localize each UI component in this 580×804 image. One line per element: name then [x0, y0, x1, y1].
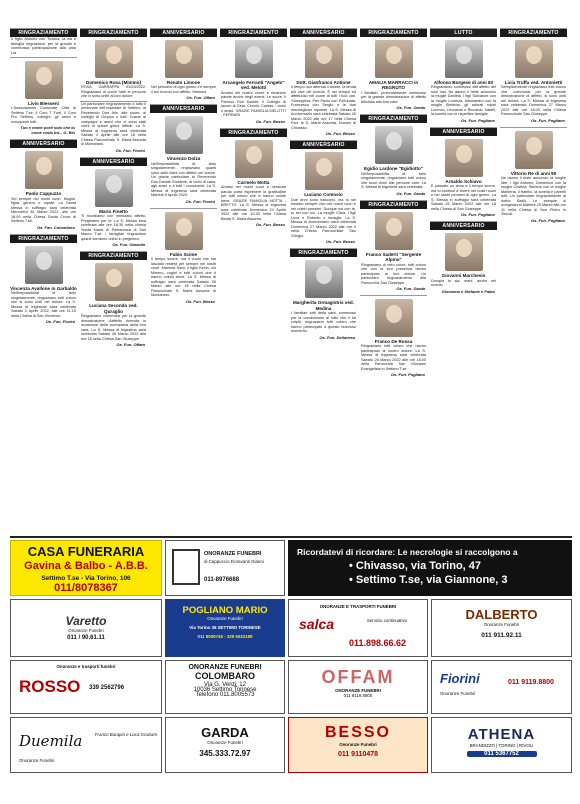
- ad-offam-title: OFFAM: [321, 667, 395, 687]
- ad-casa-title: CASA FUNERARIA: [27, 544, 145, 559]
- notice-header: ANNIVERSARIO: [150, 105, 217, 113]
- obituary-notice: [10, 139, 77, 231]
- obituary-notice: [10, 28, 77, 55]
- obituary-notice: [430, 127, 497, 219]
- notice-text: Due anni sono trascorsi, ma tu sei rimasto sempre vivo nei nostri cuori e nei nostri pensieri. Dunque noi con te, tu sei con noi. La moglie Clara, i figli Luca e Roberto e famiglie. La S. Messa di Anniversario sarà celebrata Domenica 27 Marzo 2022 alle ore 9 nella Chiesa Parrocchiale San Giorgio.: [291, 197, 356, 238]
- notice-text: È passato un anno e il tempo scorre, ma tu continui a vivere nei nostri cuori e nei nostri pensieri di ogni giorno. La S. Messa in suffragio sarà celebrata Sabato 26 Marzo 2022 alle ore 18 nella Chiesa di San Giuseppe.: [431, 184, 496, 211]
- deceased-name: Luciano Comosio: [304, 192, 343, 198]
- portrait-photo: [235, 140, 273, 178]
- obituary-notice: [360, 200, 427, 293]
- portrait-photo: [515, 40, 553, 78]
- deceased-name: Franco De Rossa: [374, 339, 413, 345]
- obituary-columns: [10, 28, 572, 535]
- ad-offam-line: ONORANZE FUNEBRI: [335, 688, 381, 693]
- ad-onoranze-lutti[interactable]: [165, 540, 285, 596]
- deceased-name: Domenico Rosa (Mimmo): [85, 80, 142, 85]
- funeral-home-signature: Os. Fun. Besso: [325, 239, 355, 245]
- notice-text: ROSA GARRAPPA 01/03/2022. Ringraziano di cuore tutte le persone che ci sono unite al loro dolore: [81, 85, 146, 99]
- ad-lutti-logo-icon: [172, 549, 200, 585]
- deceased-name: Paolo Cappuzzo: [25, 191, 62, 197]
- funeral-home-signature: Os. Fun. Garda: [396, 105, 425, 111]
- ad-garda-line: Onoranze Funebri: [207, 740, 243, 745]
- deceased-name: Renato Limone: [166, 80, 201, 85]
- ad-duemila[interactable]: [10, 717, 162, 773]
- portrait-photo: [515, 131, 553, 169]
- obituary-notice: [150, 208, 217, 306]
- obituary-notice: [10, 57, 77, 137]
- funeral-home-signature: Os. Fun. Fiorini: [115, 147, 145, 153]
- portrait-photo: [445, 233, 483, 271]
- portrait-photo: [375, 40, 413, 78]
- ad-duemila-title: Duemila: [19, 732, 83, 750]
- obituary-column: [360, 28, 427, 535]
- deceased-name: Arcangelo Ferranti "Angelo" ved. Melotti: [222, 80, 285, 91]
- ad-pogliano[interactable]: [165, 599, 285, 657]
- obituary-notice: [150, 104, 217, 205]
- deceased-name: Arnaldo Schiavo: [445, 178, 482, 184]
- deceased-name: Vincenza Avallone in Garbaldo: [10, 285, 77, 291]
- ad-salca[interactable]: [288, 599, 428, 657]
- obituary-notice: [290, 28, 357, 138]
- ad-salca-line: Servizio continuativo: [366, 618, 408, 623]
- obituary-page: [10, 28, 572, 798]
- portrait-photo: [25, 61, 63, 99]
- ad-varetto[interactable]: [10, 599, 162, 657]
- obituary-notice: [80, 251, 147, 349]
- ad-garda-phone: 345.333.72.97: [199, 749, 251, 759]
- portrait-photo: [165, 212, 203, 250]
- deceased-name: Vincenzo Dolza: [166, 156, 201, 162]
- ad-ricordatevi-line2: • Chivasso, via Torino, 47: [349, 560, 482, 572]
- portrait-photo: [445, 139, 483, 177]
- obituary-notice: [80, 157, 147, 249]
- notice-header: RINGRAZIAMENTO: [10, 235, 77, 243]
- funeral-home-signature: Os. Fun. Fiorini: [45, 319, 75, 325]
- ad-garda[interactable]: [165, 717, 285, 773]
- deceased-name: Giovanni Marchesin: [441, 273, 486, 279]
- obituary-column: [10, 28, 77, 535]
- portrait-photo: [305, 260, 343, 298]
- ad-pogliano-phone: 011 8009746 - 339 6532189: [197, 634, 253, 640]
- notice-text: Nel pensiero di ogni giorno c'è sempre il tuo ricordo con affetto. Mamma: [151, 85, 216, 94]
- obituary-notice: [360, 114, 427, 197]
- obituary-notice: [10, 234, 77, 326]
- ad-salca-phone: 011.898.66.62: [349, 638, 407, 648]
- deceased-name: Egidio Lardone "Egidiotto": [364, 166, 423, 172]
- notice-text: Ringraziano commossi per la grande dimostrazione d'affetto ricevuta in occasione della scomparsa della loro cara. La S. Messa di trigesima sarà celebrata Sabato 26 Marzo 2022 alle ore 18 nella Chiesa San Giuseppe.: [81, 314, 146, 341]
- ad-fiorini-line: Onoranze Funebri: [440, 691, 476, 696]
- obituary-notice: [430, 28, 497, 125]
- notice-text: Dunque tu sia, mani, anche nel ricordo.: [431, 278, 496, 288]
- portrait-photo: [95, 169, 133, 207]
- ad-rosso-title: ROSSO: [19, 677, 81, 696]
- notice-text: I familiari, profondamente commossi per la grande dimostrazione di affetto tributata alla loro cara: [361, 90, 426, 104]
- deceased-name: Mario Finetto: [99, 208, 128, 214]
- portrait-photo: [165, 40, 203, 78]
- notice-header: RINGRAZIAMENTO: [360, 201, 427, 209]
- funeral-home-signature: Os. Fan. Colombero: [36, 224, 75, 230]
- deceased-name: Luciana Secondo ved. Quraglio: [89, 303, 138, 314]
- notice-header: RINGRAZIAMENTO: [220, 29, 287, 37]
- notice-text: Ringraziano di vero cuore, tutti coloro che con la loro presenza hanno partecipato al loro dolore. Un particolare ringraziamento alla Parrocchia San Giuseppe.: [361, 262, 426, 285]
- funeral-home-signature: Os. Fun. Pogliano: [461, 117, 495, 123]
- ad-fiorini[interactable]: [431, 660, 572, 714]
- deceased-name: Licia Truffa ved. Antonietti: [504, 80, 563, 85]
- funeral-home-signature: Os. Fun. Besso: [255, 222, 285, 228]
- notice-header: RINGRAZIAMENTO: [500, 29, 567, 37]
- notice-text: Ringraziamo commossi dell'affetto dei suoi cari. Ne danno il triste annuncio la moglie Daniela, i figli Salvatore con la moglie Lorenza, Alessandro con la moglie Stefania, gli adorati nipoti Lorenzo, Leonardo e Riccardo, fratelli, la sorella con le rispettive famiglie.: [431, 85, 496, 117]
- funeral-home-signature: Os. Fun. Pogliano: [461, 212, 495, 218]
- funeral-home-signature: Os. Fun. Offam: [116, 342, 145, 348]
- ad-lutti-line: di Cappuccio Fioravanti Gianni: [204, 559, 264, 564]
- ad-colombaro[interactable]: [165, 660, 285, 714]
- portrait-photo: [165, 116, 203, 154]
- portrait-photo: [95, 40, 133, 78]
- ad-casa-funeraria[interactable]: [10, 540, 162, 596]
- notice-text: Il figlio Antonio con Tiziana, la zia e famiglia ringraziano, per la grande e commossa partecipazione alla cara Lia: [11, 37, 76, 55]
- ad-pogliano-line2: Via Torino 36 SETTIMO TORINESE: [189, 625, 261, 631]
- funeral-home-signature: Os. Fun. Besso: [325, 131, 355, 137]
- notice-text: Ne danno il triste annuncio la moglie Idle, i figli Antonio, Domenico con la moglie Cristina, Stefano con la moglie Marilena, il fratello, la sorella e parenti tutti. Un particolare ringraziamento al dottor Baldi. Le esequie si svolgeranno Martedì 29 Marzo alle ore 11 nella Chiesa di San Pietro in Vincoli.: [501, 176, 567, 217]
- ad-colombaro-addr: Via G. Verdi, 12: [204, 682, 246, 688]
- obituary-column: [430, 28, 497, 535]
- notice-text: Nell'impossibilità di farlo singolarmente, ringraziano tutti coloro che sono vicini alle persone care. La S. Messa di trigesima sarà celebrata.: [361, 171, 426, 190]
- ad-pogliano-title: POGLIANO MARIO: [182, 605, 268, 616]
- ad-athena[interactable]: [431, 717, 572, 773]
- obituary-notice: [80, 101, 147, 155]
- deceased-name: AMALIA MARRACCI in REGRUTO: [368, 80, 419, 91]
- obituary-notice: [500, 127, 567, 225]
- obituary-column: [150, 28, 217, 535]
- ad-offam[interactable]: [288, 660, 428, 714]
- notice-header: ANNIVERSARIO: [430, 128, 497, 136]
- funeral-home-signature: Tuo e nome porti solo che tu come rosta tra... G. Bel: [20, 125, 75, 136]
- notice-header: RINGRAZIAMENTO: [80, 252, 147, 260]
- ad-athena-line: BRANDIZZO | TORINO | RIVOLI: [469, 743, 534, 748]
- ad-athena-phone: 011 5367752: [467, 751, 537, 757]
- ad-salca-brand: salca: [299, 616, 335, 632]
- notice-header: ANNIVERSARIO: [290, 141, 357, 149]
- notice-header: RINGRAZIAMENTO: [10, 29, 77, 37]
- ad-ricordatevi: [288, 540, 572, 596]
- funeral-home-signature: Os. Fun. Pogliano: [531, 117, 565, 123]
- deceased-name: Alfonso Borgese di anni 83: [433, 80, 494, 85]
- deceased-name: Franco Saderti "Sergente Alpino": [365, 251, 422, 263]
- notice-header: RINGRAZIAMENTO: [290, 249, 357, 257]
- ad-casa-phone: 011/8078367: [54, 582, 118, 594]
- notice-header: RINGRAZIAMENTO: [360, 115, 427, 123]
- notice-text: L'Associazione Comunale Città di Settimo T.se, il Coro T Forti, il Coro Pro Settimo, colleghi, gli amici e conoscenti tutti: [11, 106, 76, 124]
- notice-header: RINGRAZIAMENTO: [80, 29, 147, 37]
- ad-colombaro-phone: Telefono 011.8005573: [195, 692, 255, 699]
- ad-besso-title: BESSO: [324, 724, 391, 741]
- obituary-column: [500, 28, 567, 535]
- portrait-photo: [25, 151, 63, 189]
- portrait-photo: [305, 152, 343, 190]
- ad-varetto-line: Onoranze Funebri: [68, 628, 104, 633]
- ad-colombaro-city: 10036 Settimo Torinese: [193, 687, 257, 694]
- notice-text: Sei sempre nei nostri cuori. Moglie, figlia, genero e nipote. La Santa Messa in suffragio sarà celebrata Mercoledì 30 Marzo 2022, alle ore 18.00 nella Chiesa Santa Croce di Settimo T.se.: [11, 196, 76, 224]
- notice-header: RINGRAZIAMENTO: [220, 129, 287, 137]
- funeral-home-signature: Os. Fun. Besso: [255, 118, 285, 124]
- obituary-notice: [80, 28, 147, 99]
- funeral-home-signature: Os. Fun. Oasmila: [112, 242, 145, 248]
- ad-besso-phone: 011 9110478: [337, 751, 379, 759]
- funeral-ads-section: [10, 536, 572, 798]
- notice-text: Ringraziano tutti coloro che hanno partecipato al nostro dolore. La S. Messa di trigesima sarà celebrata Sabato 26 Marzo 2022 alle ore 18.00 nella Parrocchia San Giovanni Evangelista in Settimo T.se.: [361, 344, 426, 371]
- ad-varetto-title: Varetto: [65, 614, 107, 628]
- obituary-notice: [150, 28, 217, 102]
- portrait-photo: [95, 263, 133, 301]
- notice-header: ANNIVERSARIO: [150, 29, 217, 37]
- notice-text: Un particolare ringraziamento a tutto il personale dell'ospedale di Settimo, al Reverendo Don Alin, alle suore, ai colleghi di Gruppo e tutti. Grazie ai compagni e amici che ci sono stati vicini in questi giorni difficili. La S. Messa di trigesima sarà celebrata Sabato 2 Aprile alle ore 18 nella Chiesa Parrocchiale S. Maria Assunta di Montanaro.: [81, 101, 146, 147]
- notice-text: Nell'impossibilità di farlo singolarmente, ringraziano tutti coloro che si sono uniti nel dolore. La S. Messa di trigesima sarà celebrata Sabato 2 Aprile 2022, alle ore 11.15 nella Chiesa di San Vincenzo.: [11, 291, 76, 318]
- ad-rosso[interactable]: [10, 660, 162, 714]
- obituary-notice: [360, 295, 427, 379]
- obituary-notice: [500, 28, 567, 125]
- funeral-home-signature: Os. Fun. Fiorini: [185, 198, 215, 204]
- notice-text: Il tempo scorre, ma il vuoto che hai lasciato resterà per sempre nei nostri cuori. Mamma Sara, il figlio Kevin, zio Mimmo, cugini e tutti coloro che ti hanno voluto bene. La S. Messa di suffragio sarà celebrata Sabato 26 Marzo alle ore 18 nella Chiesa Parrocchiale S. Maria Assunta di Montanaro.: [151, 257, 216, 298]
- funeral-home-signature: Os. Fun. Dellavesa: [319, 334, 355, 340]
- ad-varetto-phone: 011 / 90.61.11: [67, 635, 105, 642]
- notice-text: Amarsi nei nostri cuori e nessuna parola potrà esprimere la gratitudine per tutti coloro che vi hanno voluto bene. GRAZIE FAMIGLIA MOTTA - BRETTO. La S. Messa di trigesima sarà celebrata Domenica 24 Aprile 2022 alle ore 10.30 nella Chiesa Beata S. Maria Assunta.: [221, 185, 286, 221]
- ad-pogliano-line1: Onoranze Funebri: [207, 616, 243, 621]
- obituary-notice: [290, 248, 357, 341]
- funeral-home-signature: Giovanna e Stefanie e Fabio: [441, 288, 495, 294]
- ad-salca-title: ONORANZE E TRASPORTI FUNEBRI: [319, 604, 397, 609]
- deceased-name: Fabio Scime: [169, 251, 198, 257]
- ad-besso-line: Onoranze Funebri: [339, 742, 377, 747]
- ad-ricordatevi-line3: • Settimo T.se, via Giannone, 3: [349, 574, 508, 586]
- ad-dalberto-title: DALBERTO: [465, 607, 538, 622]
- funeral-home-signature: Os. Fun. Pogliano: [391, 372, 425, 378]
- portrait-photo: [235, 40, 273, 78]
- funeral-home-signature: Os. Fun. Offam: [186, 95, 215, 101]
- portrait-photo: [25, 246, 63, 284]
- ad-offam-phone: 011 9119.8800: [343, 693, 373, 699]
- portrait-photo: [375, 126, 413, 164]
- notice-header: ANNIVERSARIO: [430, 222, 497, 230]
- ad-ricordatevi-line1: Ricordatevi di ricordare: Le necrologie si raccolgono a: [297, 547, 518, 557]
- ad-fiorini-title: Fiorini: [440, 671, 480, 686]
- ad-casa-subtitle: Gavina & Balbo - A.B.B.: [24, 560, 148, 572]
- ad-colombaro-name: COLOMBARO: [195, 671, 255, 681]
- notice-header: ANNIVERSARIO: [10, 140, 77, 148]
- deceased-name: Vittorio Re di anni 90: [510, 170, 557, 176]
- notice-text: Amarsi nel nostro cuore e rimanere parete anche negli eventi. Le suore, il Parroco Don Davide, il Collegio di lavoro di Gela, Circolo, Caritas, i vicini e amici. GRAZIE FAMIGLIA MELOTTI - FERRARI: [221, 90, 286, 118]
- funeral-home-signature: Os. Fun. Garda: [396, 286, 425, 292]
- notice-header: ANNIVERSARIO: [80, 158, 147, 166]
- ad-fiorini-phone: 011 9119.8800: [508, 679, 554, 686]
- funeral-home-signature: Os. Fun. Pogliano: [531, 217, 565, 223]
- obituary-column: [290, 28, 357, 535]
- ad-garda-title: GARDA: [201, 725, 249, 740]
- notice-header: RINGRAZIAMENTO: [360, 29, 427, 37]
- ad-rosso-phone: 339 2562796: [89, 685, 125, 691]
- ad-colombaro-title: ONORANZE FUNEBRI: [188, 664, 262, 671]
- deceased-name: Margherita Ormagistris ved. Medina: [292, 300, 354, 311]
- notice-text: I familiari tutti della cara, commossi per la condivisione al lutto che il ha colpiti, ringraziano tutti coloro che hanno partecipato a questo doloroso momento.: [291, 311, 356, 334]
- obituary-notice: [220, 128, 287, 229]
- ad-dalberto[interactable]: [431, 599, 572, 657]
- notice-header: LUTTO: [430, 29, 497, 37]
- funeral-home-signature: Os. Fun. Garda: [396, 190, 425, 196]
- notice-text: Ti ricordiamo con immutato affetto. Preghiamo per te. La S. Messa sarà celebrata alle ore 18.30 nella chiesa Santa Maria di Pietrarossa di San Mauro T.se. I famigliari ringraziano quanti vorranno unirsi in preghiera.: [81, 214, 146, 241]
- deceased-name: Livio Blesseni: [28, 101, 59, 106]
- obituary-notice: [290, 140, 357, 246]
- deceased-name: Dott. Gianfranco Antione: [296, 80, 351, 85]
- ad-casa-address: Settimo T.se - Via Torino, 106: [41, 575, 131, 582]
- ad-lutti-title: ONORANZE FUNEBRI: [204, 551, 262, 557]
- notice-text: Nell'impossibilità di farlo singolarmente, ringraziano quanti sono stati vicini con affetto nel dolore. Un grazie particolare al Reverendo Don Davide Smiderle, ai vicini di casa, agli amici e a tutti i conoscenti. La S. Messa di trigesima sarà celebrata Martedì 5 Aprile 2022.: [151, 161, 216, 198]
- ad-dalberto-line: Onoranze Funebri: [483, 622, 520, 627]
- obituary-column: [220, 28, 287, 535]
- ad-duemila-line: Onoranze Funebri: [19, 758, 55, 763]
- ad-dalberto-phone: 011 911.92.11: [481, 632, 522, 640]
- portrait-photo: [375, 212, 413, 250]
- funeral-home-signature: Os. Fun. Besso: [185, 298, 215, 304]
- obituary-notice: [360, 28, 427, 112]
- portrait-photo: [305, 40, 343, 78]
- notice-text: Il tempo non attenua il dolore, la tenda più vive nel ricordo. È nel tempio ed affettuoso nel cuore di tutti i tuoi cari. Giuseppina, Pier Paolo con Fortunata, Francesca con Sergio e le due meravigliose nipotine. La S. Messa di Anniversario sarà celebrata Sabato 26 Marzo 2022 alle ore 17 nella Chiesa Parr. le S. Maria Assunta, Duomo di Chivasso.: [291, 85, 356, 130]
- portrait-photo: [375, 299, 413, 337]
- obituary-notice: [430, 221, 497, 295]
- ad-lutti-phone: 011-8976688: [204, 577, 240, 583]
- ad-rosso-line: Onoranze e trasporti funebri: [56, 664, 116, 669]
- deceased-name: Carmelo Motta: [237, 179, 270, 185]
- obituary-column: [80, 28, 147, 535]
- ad-duemila-names: Franco Barapin e Luca Graziam: [94, 732, 158, 737]
- ad-athena-title: ATHENA: [467, 726, 536, 743]
- portrait-photo: [445, 40, 483, 78]
- notice-text: Semplicemente ringraziano tutti coloro che, commossi per la grande dimostrazione di affetto, si sono uniti nel dolore. La S. Messa di trigesima sarà celebrata Domenica 27 Marzo 2022 alle ore 18.00 nella Chiesa Parrocchiale San Giuseppe.: [501, 85, 566, 117]
- obituary-notice: [220, 28, 287, 126]
- ad-besso[interactable]: [288, 717, 428, 773]
- notice-header: ANNIVERSARIO: [290, 29, 357, 37]
